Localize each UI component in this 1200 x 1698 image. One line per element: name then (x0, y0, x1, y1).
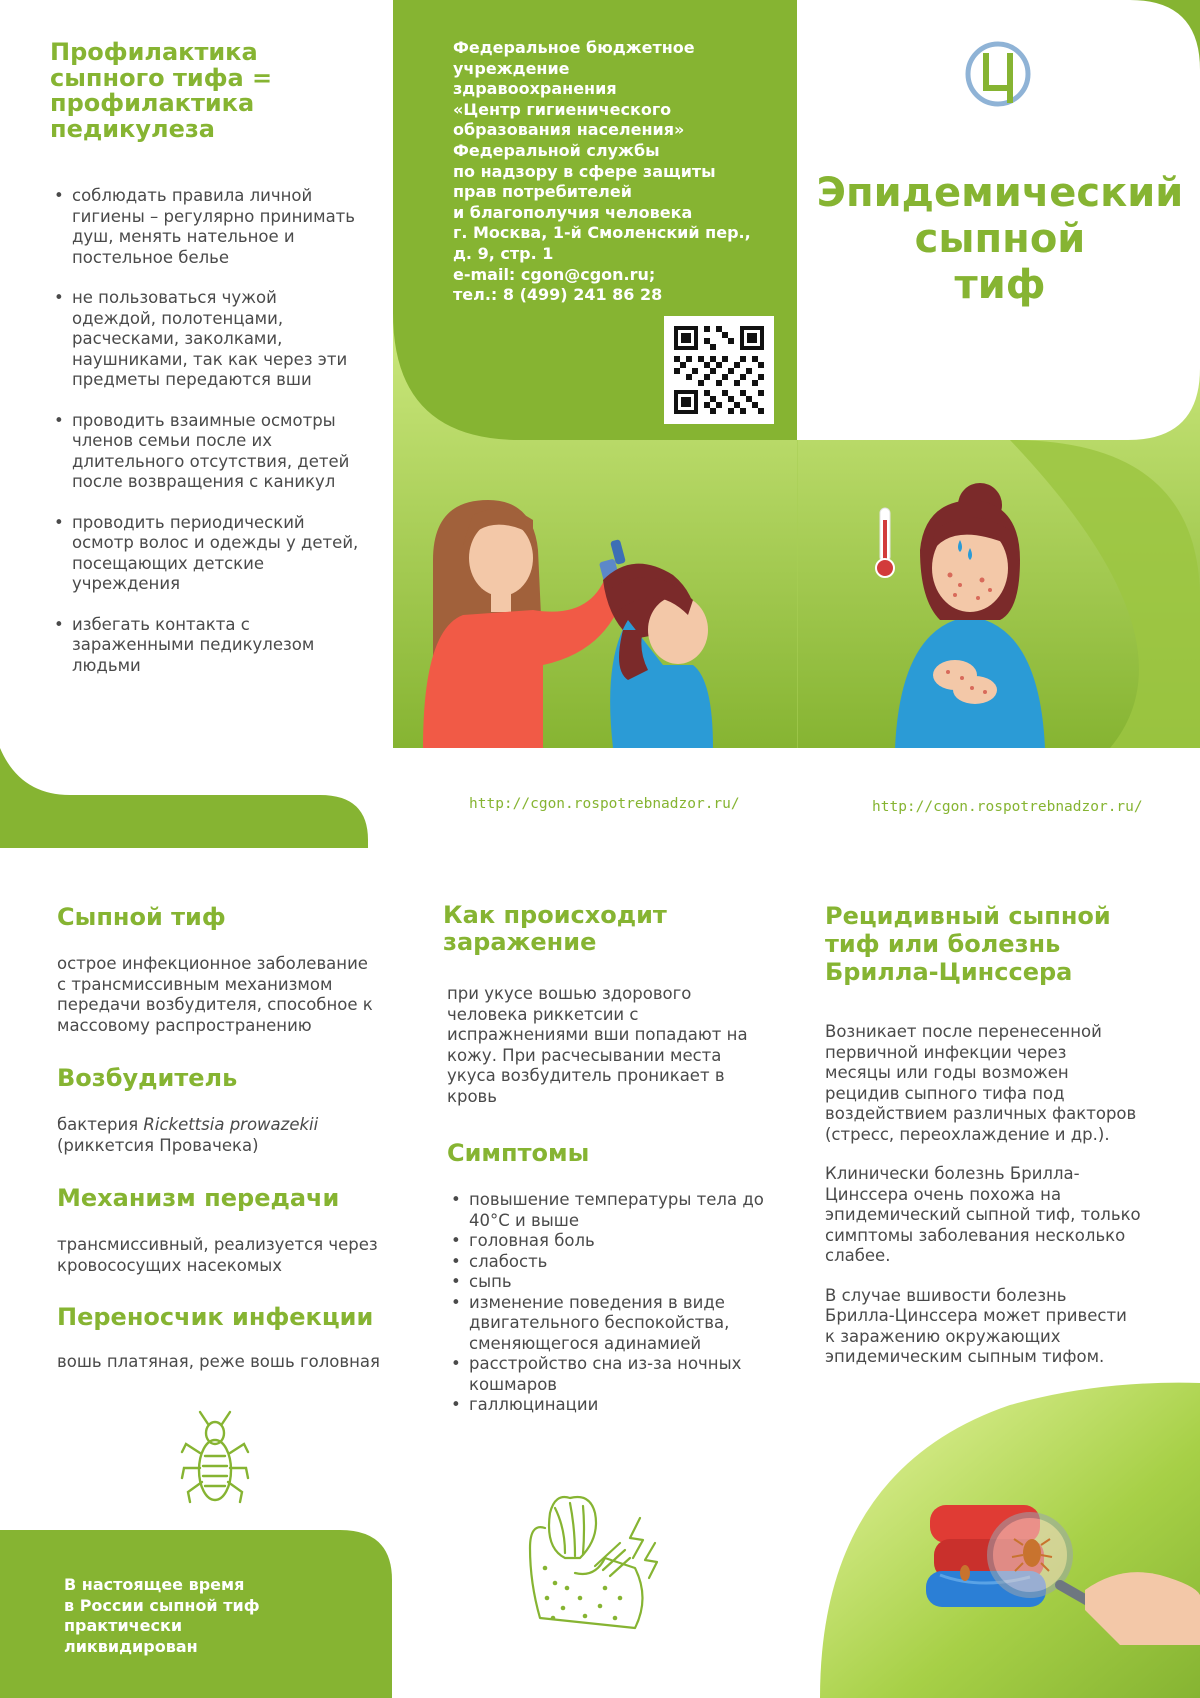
text-line: Цинссера очень похожа на (825, 1184, 1062, 1204)
text-line: человека риккетсии с (447, 1004, 639, 1024)
list-item-line: 40°C и выше (469, 1210, 579, 1230)
text-line: симптомы заболевания несколько (825, 1225, 1126, 1245)
org-line: тел.: 8 (499) 241 86 28 (453, 285, 663, 305)
org-line: г. Москва, 1-й Смоленский пер., (453, 223, 751, 243)
symptoms-section (447, 1138, 787, 1416)
list-item-line: двигательного беспокойства, (469, 1313, 730, 1332)
list-item-line: • расстройство сна из-за ночных (469, 1354, 742, 1373)
prevention-title-line: сыпного тифа = (50, 63, 273, 92)
list-item-line: зараженными педикулезом (72, 635, 315, 654)
list-item-line: учреждения (72, 574, 180, 593)
title-line: тиф или болезнь (825, 930, 1061, 958)
text-line: передачи возбудителя, способное к (57, 995, 373, 1014)
text-line: воздействием различных факторов (825, 1104, 1137, 1123)
org-line: и благополучия человека (453, 202, 693, 222)
text-line: с трансмиссивным механизмом (57, 974, 333, 994)
sick-girl-illustration (870, 480, 1070, 748)
title-line: Как происходит (443, 901, 667, 929)
lice-check-illustration (393, 480, 797, 748)
prevention-title-line: профилактика (50, 89, 255, 117)
organization-info (453, 38, 783, 306)
brill-paragraph-2 (825, 1164, 1165, 1267)
text-line: массовому распространению (57, 1015, 312, 1035)
list-item (50, 411, 370, 493)
org-line: д. 9, стр. 1 (453, 243, 554, 263)
typhus-title: Сыпной тиф (57, 903, 226, 931)
org-line: здравоохранения (453, 79, 617, 99)
list-item-line: сменяющегося адинамией (469, 1333, 702, 1353)
list-item-line: людьми (72, 655, 141, 675)
website-link-middle[interactable]: http://cgon.rospotrebnadzor.ru/ (469, 796, 740, 812)
text-line: при укусе вошью здорового (447, 984, 692, 1003)
cover-title-line: Эпидемический (816, 170, 1184, 216)
text-line: острое инфекционное заболевание (57, 954, 368, 973)
list-item (50, 513, 370, 595)
text-line: кровь (447, 1086, 497, 1106)
list-item-line: • избегать контакта с (72, 614, 250, 634)
footer-note (64, 1575, 324, 1657)
list-item-line: посещающих детские (72, 553, 265, 573)
org-line: Федеральное бюджетное (453, 38, 695, 57)
list-item-line: постельное белье (72, 247, 230, 267)
symptoms-title: Симптомы (447, 1139, 590, 1167)
qr-code (664, 316, 774, 424)
text-line: рецидив сыпного тифа под (825, 1083, 1065, 1103)
list-item-line: длительного отсутствия, детей (72, 451, 350, 471)
list-item-line: • проводить взаимные осмотры (72, 410, 336, 430)
louse-icon (180, 1408, 250, 1508)
rash-hand-icon (525, 1488, 675, 1638)
brill-paragraph-3 (825, 1286, 1165, 1368)
carrier-title: Переносчик инфекции (57, 1303, 374, 1331)
list-item-line: наушниками, так как через эти (72, 349, 348, 369)
text-line: к заражению окружающих (825, 1326, 1061, 1346)
list-item-line: членов семьи после их (72, 431, 273, 450)
org-line: Федеральной службы (453, 140, 660, 160)
brill-paragraph-1 (825, 1022, 1165, 1145)
list-item (447, 1395, 787, 1416)
title-line: Рецидивный сыпной (825, 902, 1111, 930)
list-item-line: • головная боль (469, 1231, 595, 1250)
mechanism-title: Механизм передачи (57, 1184, 340, 1212)
list-item-line: предметы передаются вши (72, 370, 312, 389)
pathogen-description (57, 1115, 397, 1156)
list-item-line: кошмаров (469, 1374, 558, 1394)
title-line: заражение (443, 928, 597, 956)
symptoms-list (447, 1190, 787, 1416)
list-item (447, 1272, 787, 1293)
text-line: месяцы или годы возможен (825, 1063, 1069, 1082)
list-item-line: • повышение температуры тела до (469, 1190, 764, 1209)
list-item-line: осмотр волос и одежды у детей, (72, 533, 359, 552)
list-item-line: • соблюдать правила личной (72, 186, 313, 205)
infection-title (443, 902, 783, 956)
list-item (50, 288, 370, 391)
list-item-line: • галлюцинации (469, 1395, 599, 1414)
text-line: Возникает после перенесенной (825, 1022, 1102, 1041)
cover-title-line: тиф (954, 262, 1046, 308)
pathogen-title: Возбудитель (57, 1064, 238, 1092)
prevention-list (50, 186, 370, 676)
pathogen-latin-name: Rickettsia prowazekii (143, 1115, 319, 1134)
prevention-section (50, 40, 370, 696)
text-line: кожу. При расчесывании места (447, 1045, 722, 1065)
cover-title (800, 170, 1200, 308)
footer-line: В настоящее время (64, 1575, 245, 1594)
infection-description (447, 984, 783, 1107)
mechanism-description (57, 1235, 397, 1276)
typhus-description (57, 954, 397, 1036)
text-line: (риккетсия Провачека) (57, 1135, 259, 1155)
cover-title-line: сыпной (914, 216, 1086, 262)
list-item (447, 1190, 787, 1231)
pathogen-prefix: бактерия (57, 1115, 144, 1134)
footer-line: в России сыпной тиф (64, 1595, 260, 1615)
clothing-magnifier-illustration (920, 1495, 1200, 1645)
list-item-line: • сыпь (469, 1272, 512, 1291)
text-line: первичной инфекции через (825, 1042, 1067, 1062)
text-line: слабее. (825, 1246, 891, 1265)
text-line: Брилла-Цинссера может привести (825, 1306, 1127, 1325)
list-item-line: • проводить периодический (72, 512, 305, 532)
footer-line: практически (64, 1616, 183, 1635)
org-line: прав потребителей (453, 182, 632, 202)
carrier-description: вошь платяная, реже вошь головная (57, 1352, 380, 1371)
org-line: образования населения» (453, 120, 685, 140)
list-item (447, 1231, 787, 1252)
logo (962, 38, 1034, 110)
footer-line: ликвидирован (64, 1636, 198, 1656)
org-line: e-mail: cgon@cgon.ru; (453, 264, 656, 284)
list-item-line: расческами, заколками, (72, 329, 283, 348)
text-line: (стресс, переохлаждение и др.). (825, 1124, 1110, 1144)
infection-section (443, 902, 783, 1107)
list-item-line: • не пользоваться чужой (72, 288, 277, 307)
logo-icon (962, 38, 1034, 110)
list-item-line: после возвращения с каникул (72, 472, 336, 491)
brill-section (825, 902, 1165, 1368)
prevention-title-line: педикулеза (50, 114, 215, 143)
text-line: трансмиссивный, реализуется через (57, 1235, 378, 1254)
list-item (447, 1293, 787, 1355)
text-line: В случае вшивости болезнь (825, 1285, 1067, 1305)
prevention-title-line: Профилактика (50, 38, 258, 66)
list-item-line: • изменение поведения в виде (469, 1292, 725, 1312)
text-line: Клинически болезнь Брилла- (825, 1164, 1080, 1183)
list-item-line: гигиены – регулярно принимать (72, 206, 356, 226)
org-line: по надзору в сфере защиты (453, 161, 716, 181)
title-line: Брилла-Цинссера (825, 958, 1073, 986)
list-item-line: • слабость (469, 1251, 548, 1271)
text-line: испражнениями вши попадают на (447, 1025, 748, 1044)
website-link-right[interactable]: http://cgon.rospotrebnadzor.ru/ (872, 799, 1143, 815)
list-item (50, 186, 370, 268)
list-item-line: одеждой, полотенцами, (72, 308, 284, 328)
list-item (447, 1252, 787, 1273)
mechanism-section (57, 1183, 397, 1276)
text-line: укуса возбудитель проникает в (447, 1066, 725, 1085)
list-item (50, 615, 370, 677)
text-line: эпидемический сыпной тиф, только (825, 1205, 1141, 1224)
org-line: «Центр гигиенического (453, 99, 672, 119)
list-item-line: душ, менять нательное и (72, 227, 295, 246)
carrier-section (57, 1302, 397, 1373)
text-line (57, 1115, 397, 1136)
list-item (447, 1354, 787, 1395)
org-line: учреждение (453, 58, 570, 78)
pathogen-section (57, 1063, 397, 1156)
typhus-definition (57, 902, 397, 1036)
brill-title (825, 902, 1165, 986)
text-line: эпидемическим сыпным тифом. (825, 1347, 1105, 1366)
text-line: кровососущих насекомых (57, 1255, 283, 1275)
prevention-title (50, 40, 370, 142)
